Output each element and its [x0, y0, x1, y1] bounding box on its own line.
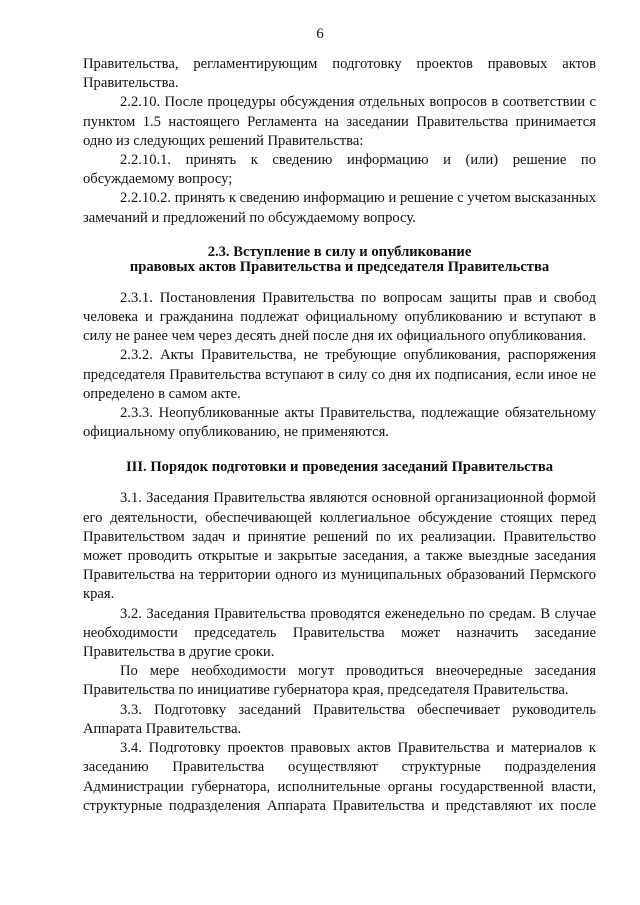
- section-heading-2-3-line2: правовых актов Правительства и председателя Правительства: [129, 258, 550, 275]
- paragraph-3-4: 3.4. Подготовку проектов правовых актов Правительства и материалов к заседанию Правительства осуществляют структурные подразделения Администрации губернатора, исполнительные органы государственной власти, структурные подразделения Аппарата Правительства и представляют их после: [83, 740, 596, 814]
- paragraph-3-1: 3.1. Заседания Правительства являются основной организационной формой его деятельности, обеспечивающей коллегиальное обсуждение стоящих перед Правительством задач и принятие решений по их реализации. Правительство может проводить открытые и закрытые заседания, а также выездные заседания Правительства на территории одного из муниципальных образований Пермского края.: [83, 490, 596, 603]
- paragraph-3-2-continued: По мере необходимости могут проводиться внеочередные заседания Правительства по инициативе губернатора края, председателя Правительства.: [83, 663, 596, 699]
- page-number: 6: [316, 26, 324, 42]
- section-heading-3: III. Порядок подготовки и проведения заседаний Правительства: [125, 459, 553, 476]
- paragraph-2-3-2: 2.3.2. Акты Правительства, не требующие опубликования, распоряжения председателя Правительства вступают в силу со дня их подписания, если иное не определено в самом акте.: [83, 347, 596, 402]
- paragraph-continuation: Правительства, регламентирующим подготовку проектов правовых актов Правительства.: [83, 56, 596, 92]
- paragraph-2-2-10: 2.2.10. После процедуры обсуждения отдельных вопросов в соответствии с пунктом 1.5 настоящего Регламента на заседании Правительства принимается одно из следующих решений Правительства:: [83, 94, 596, 149]
- paragraph-2-3-1: 2.3.1. Постановления Правительства по вопросам защиты прав и свобод человека и гражданина подлежат официальному опубликованию и вступают в силу не ранее чем через десять дней после дня их официального опубликования.: [83, 289, 596, 345]
- paragraph-2-2-10-2: 2.2.10.2. принять к сведению информацию и решение с учетом высказанных замечаний и предложений по обсуждаемому вопросу.: [83, 190, 596, 226]
- section-heading-2-3-line1: 2.3. Вступление в силу и опубликование: [207, 243, 472, 260]
- paragraph-2-2-10-1: 2.2.10.1. принять к сведению информацию и (или) решение по обсуждаемому вопросу;: [83, 152, 596, 188]
- document-body: [83, 55, 596, 816]
- paragraph-2-3-3: 2.3.3. Неопубликованные акты Правительства, подлежащие обязательному официальному опубликованию, не применяются.: [83, 405, 596, 441]
- paragraph-3-2: 3.2. Заседания Правительства проводятся еженедельно по средам. В случае необходимости председатель Правительства может назначить заседание Правительства в другие сроки.: [83, 605, 596, 661]
- paragraph-3-3: 3.3. Подготовку заседаний Правительства обеспечивает руководитель Аппарата Правительства.: [83, 701, 596, 737]
